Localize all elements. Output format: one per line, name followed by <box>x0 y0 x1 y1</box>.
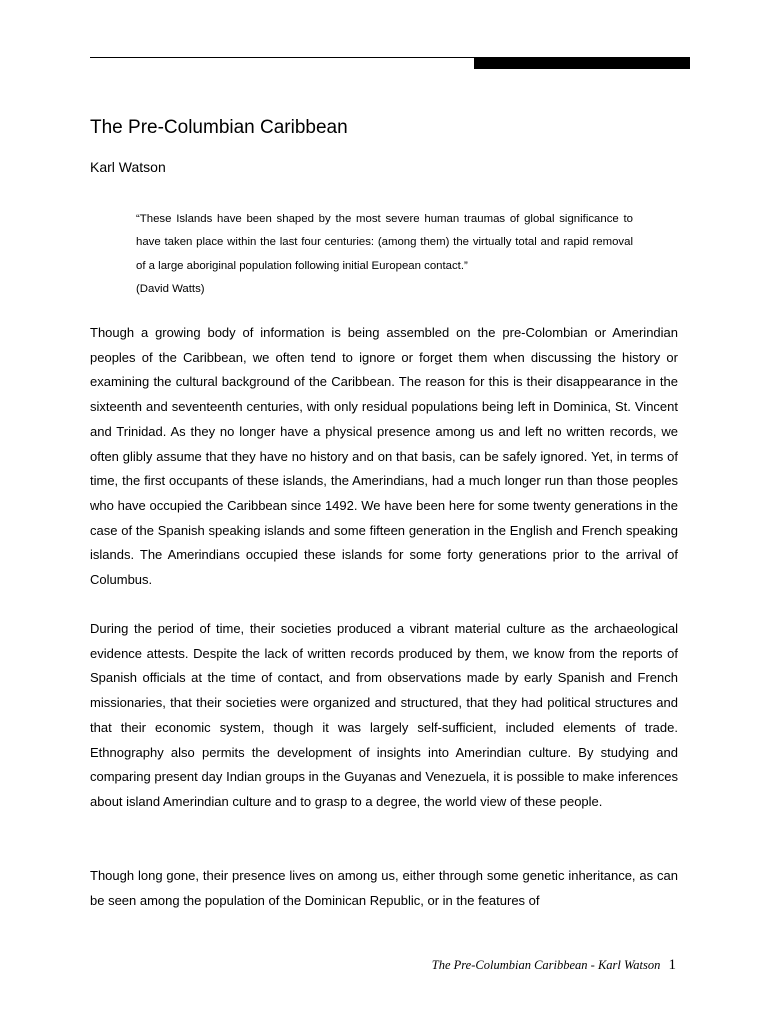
epigraph <box>136 208 633 301</box>
body-paragraph-2: During the period of time, their societies produced a vibrant material culture as the archaeological evidence attests. Despite the lack of written records produced by them, we know from the reports of Spanish officials at the time of contact, and from observations made by early Spanish and French missionaries, that their societies were organized and structured, that they had political structures and that their economic system, though it was largely self-sufficient, included elements of trade. Ethnography also permits the development of insights into Amerindian culture. By studying and comparing present day Indian groups in the Guyanas and Venezuela, it is possible to make inferences about island Amerindian culture and to grasp to a degree, the world view of these people. <box>90 621 678 809</box>
epigraph-attribution: (David Watts) <box>136 282 205 295</box>
footer-running-head: The Pre-Columbian Caribbean - Karl Watson <box>431 958 661 972</box>
document-author: Karl Watson <box>90 159 166 175</box>
body-paragraph-1: Though a growing body of information is being assembled on the pre-Colombian or Amerindian peoples of the Caribbean, we often tend to ignore or forget them when discussing the history or examining the cultural background of the Caribbean. The reason for this is their disappearance in the sixteenth and seventeenth centuries, with only residual populations being left in Dominica, St. Vincent and Trinidad. As they no longer have a physical presence among us and left no written records, we often glibly assume that they have no history and on that basis, can be safely ignored. Yet, in terms of time, the first occupants of these islands, the Amerindians, had a much longer run than those peoples who have occupied the Caribbean since 1492. We have been here for some twenty generations in the case of the Spanish speaking islands and some fifteen generation in the English and French speaking islands. The Amerindians occupied these islands for some forty generations prior to the arrival of Columbus. <box>90 325 678 588</box>
header-rule-thick <box>474 58 690 69</box>
epigraph-quote: “These Islands have been shaped by the most severe human traumas of global significance to have taken place within the last four centuries: (among them) the virtually total and rapid removal of a large aboriginal population following initial European contact.” <box>136 213 633 272</box>
page-footer <box>432 957 676 974</box>
body-paragraph-3: Though long gone, their presence lives on among us, either through some genetic inheritance, as can be seen among the population of the Dominican Republic, or in the features of <box>90 868 678 908</box>
document-title: The Pre-Columbian Caribbean <box>90 117 348 138</box>
page-number: 1 <box>668 957 676 973</box>
